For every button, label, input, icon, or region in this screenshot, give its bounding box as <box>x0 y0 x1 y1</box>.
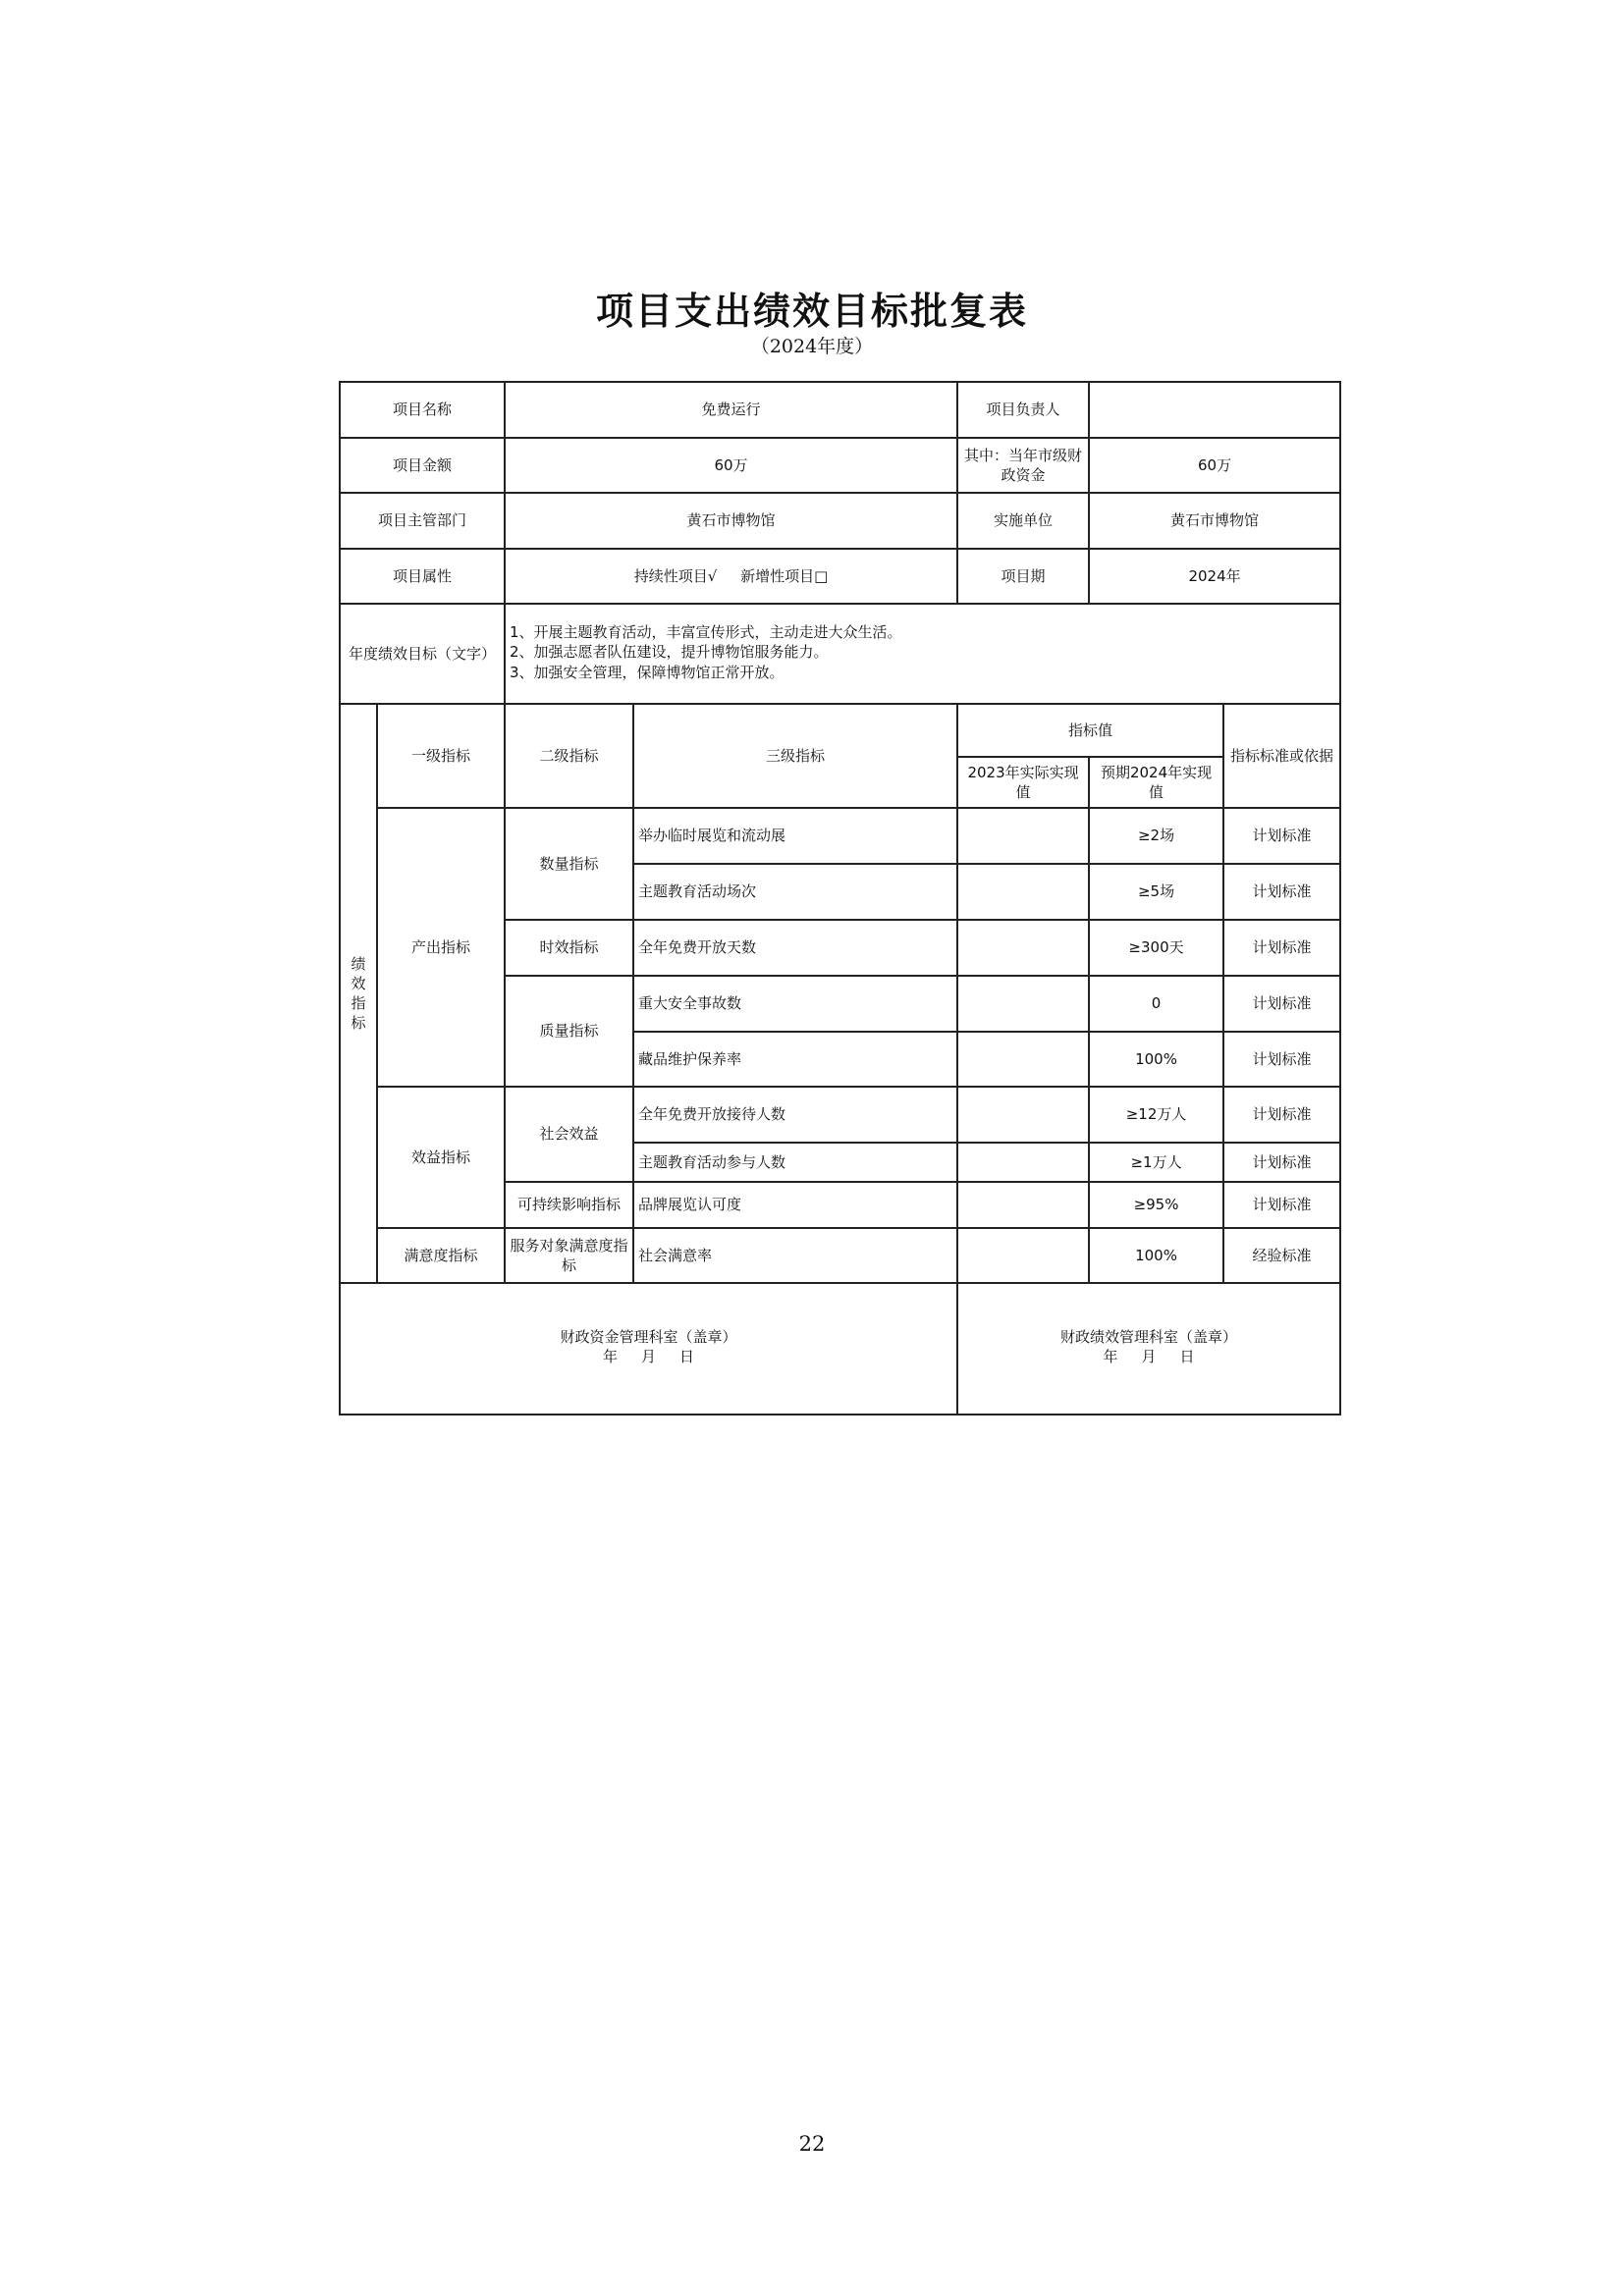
indicator-name: 全年免费开放接待人数 <box>633 1087 957 1143</box>
table-row <box>340 808 1340 864</box>
indicator-basis: 经验标准 <box>1223 1228 1340 1283</box>
indicator-actual <box>957 808 1089 864</box>
group-quantity: 数量指标 <box>505 808 633 920</box>
indicator-name: 品牌展览认可度 <box>633 1182 957 1228</box>
indicator-name: 主题教育活动参与人数 <box>633 1143 957 1182</box>
row-project-amount <box>340 438 1340 493</box>
header-level3: 三级指标 <box>633 704 957 808</box>
indicator-actual <box>957 864 1089 920</box>
indicator-name: 举办临时展览和流动展 <box>633 808 957 864</box>
goal-label: 年度绩效目标（文字） <box>340 604 505 704</box>
goal-line-3: 3、加强安全管理，保障博物馆正常开放。 <box>510 663 785 681</box>
signature-right-office: 财政绩效管理科室（盖章） <box>1060 1328 1238 1346</box>
group-social: 社会效益 <box>505 1087 633 1182</box>
page-subtitle: （2024年度） <box>750 336 874 357</box>
indicator-name: 社会满意率 <box>633 1228 957 1283</box>
period-value: 2024年 <box>1089 549 1340 604</box>
project-leader-value <box>1089 382 1340 438</box>
attr-value: 持续性项目√ 新增性项目□ <box>505 549 957 604</box>
indicator-expected: ≥1万人 <box>1089 1143 1223 1182</box>
indicator-name: 藏品维护保养率 <box>633 1032 957 1087</box>
header-expected-2024: 预期2024年实现值 <box>1089 757 1223 808</box>
indicator-basis: 计划标准 <box>1223 1182 1340 1228</box>
header-level2: 二级指标 <box>505 704 633 808</box>
performance-indicator-side-label: 绩 效 指 标 <box>340 704 377 1283</box>
row-annual-goal <box>340 604 1340 704</box>
period-label: 项目期 <box>957 549 1089 604</box>
goal-text <box>505 604 1340 704</box>
dept-value: 黄石市博物馆 <box>505 493 957 549</box>
group-satisfaction: 满意度指标 <box>377 1228 505 1283</box>
amount-label: 项目金额 <box>340 438 505 493</box>
project-leader-label: 项目负责人 <box>957 382 1089 438</box>
dept-label: 项目主管部门 <box>340 493 505 549</box>
signature-left-date: 年 月 日 <box>602 1348 695 1366</box>
amount-value: 60万 <box>505 438 957 493</box>
row-project-name <box>340 382 1340 438</box>
group-timeliness: 时效指标 <box>505 920 633 976</box>
indicator-expected: 100% <box>1089 1032 1223 1087</box>
indicator-actual <box>957 1182 1089 1228</box>
goal-line-1: 1、开展主题教育活动，丰富宣传形式，主动走进大众生活。 <box>510 623 902 641</box>
indicator-basis: 计划标准 <box>1223 920 1340 976</box>
signature-right-date: 年 月 日 <box>1103 1348 1195 1366</box>
indicator-actual <box>957 1143 1089 1182</box>
indicator-name: 全年免费开放天数 <box>633 920 957 976</box>
signature-finance-performance <box>957 1283 1340 1415</box>
impl-unit-label: 实施单位 <box>957 493 1089 549</box>
indicator-expected: 100% <box>1089 1228 1223 1283</box>
indicator-name: 重大安全事故数 <box>633 976 957 1032</box>
indicator-actual <box>957 1228 1089 1283</box>
row-department <box>340 493 1340 549</box>
header-actual-2023: 2023年实际实现值 <box>957 757 1089 808</box>
indicator-expected: ≥95% <box>1089 1182 1223 1228</box>
indicator-basis: 计划标准 <box>1223 808 1340 864</box>
approval-form-table <box>339 381 1341 1415</box>
project-name-label: 项目名称 <box>340 382 505 438</box>
group-sustainable: 可持续影响指标 <box>505 1182 633 1228</box>
project-name-value: 免费运行 <box>505 382 957 438</box>
table-row <box>340 1087 1340 1143</box>
impl-unit-value: 黄石市博物馆 <box>1089 493 1340 549</box>
indicator-basis: 计划标准 <box>1223 1087 1340 1143</box>
signature-left-office: 财政资金管理科室（盖章） <box>560 1328 737 1346</box>
group-service-satisfaction: 服务对象满意度指标 <box>505 1228 633 1283</box>
group-benefit: 效益指标 <box>377 1087 505 1228</box>
indicator-expected: ≥5场 <box>1089 864 1223 920</box>
page-number: 22 <box>798 2132 826 2156</box>
header-indicator-value: 指标值 <box>957 704 1223 757</box>
indicator-actual <box>957 1087 1089 1143</box>
indicator-expected: ≥2场 <box>1089 808 1223 864</box>
indicator-basis: 计划标准 <box>1223 1143 1340 1182</box>
signature-row <box>340 1283 1340 1415</box>
indicator-expected: ≥12万人 <box>1089 1087 1223 1143</box>
attr-label: 项目属性 <box>340 549 505 604</box>
indicator-basis: 计划标准 <box>1223 976 1340 1032</box>
group-output: 产出指标 <box>377 808 505 1087</box>
city-funds-label: 其中：当年市级财政资金 <box>957 438 1089 493</box>
indicator-header-row-1 <box>340 704 1340 757</box>
group-quality: 质量指标 <box>505 976 633 1087</box>
city-funds-value: 60万 <box>1089 438 1340 493</box>
indicator-basis: 计划标准 <box>1223 1032 1340 1087</box>
indicator-actual <box>957 920 1089 976</box>
indicator-actual <box>957 1032 1089 1087</box>
indicator-basis: 计划标准 <box>1223 864 1340 920</box>
header-basis: 指标标准或依据 <box>1223 704 1340 808</box>
indicator-actual <box>957 976 1089 1032</box>
indicator-expected: ≥300天 <box>1089 920 1223 976</box>
indicator-name: 主题教育活动场次 <box>633 864 957 920</box>
header-level1: 一级指标 <box>377 704 505 808</box>
goal-line-2: 2、加强志愿者队伍建设，提升博物馆服务能力。 <box>510 643 829 662</box>
indicator-expected: 0 <box>1089 976 1223 1032</box>
row-attribute <box>340 549 1340 604</box>
page-title: 项目支出绩效目标批复表 <box>595 290 1028 333</box>
table-row <box>340 1228 1340 1283</box>
signature-finance-funds <box>340 1283 957 1415</box>
